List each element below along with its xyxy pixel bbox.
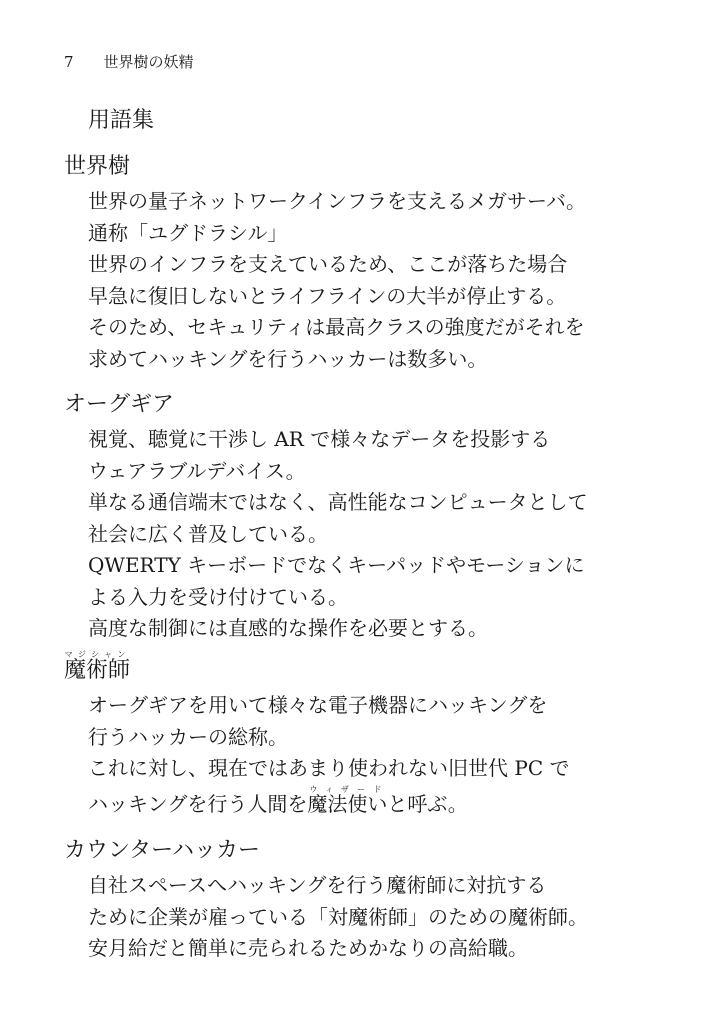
term-heading: 世界樹 <box>64 154 131 179</box>
glossary-title: 用語集 <box>88 108 155 133</box>
line-text: と呼ぶ。 <box>387 791 468 816</box>
definition-line: 世界のインフラを支えているため、ここが落ちた場合 <box>88 252 568 276</box>
definition-line: ウェアラブルデバイス。 <box>88 458 306 483</box>
definition-line: 社会に広く普及している。 <box>88 521 328 546</box>
line-text: ハッキングを行う人間を <box>88 791 308 816</box>
definition-line: 行うハッカーの総称。 <box>88 724 288 749</box>
term-heading: カウンターハッカー <box>64 838 261 863</box>
definition-line: 求めてハッキングを行うハッカーは数多い。 <box>88 346 488 371</box>
term-reading: マジシャン <box>64 650 130 659</box>
definition-line: 視覚、聴覚に干渉し AR で様々なデータを投影する <box>88 427 551 451</box>
definition-line <box>88 785 684 821</box>
glossary-entry-counter-hacker <box>64 836 684 965</box>
definition-line: 自社スペースへハッキングを行う魔術師に対抗する <box>88 873 547 897</box>
term-definition <box>64 424 684 645</box>
definition-line: 早急に復旧しないとライフラインの大半が停止する。 <box>88 283 567 308</box>
glossary-entry-world-tree <box>64 152 684 375</box>
page-header <box>64 52 194 72</box>
definition-line: 単なる通信端末ではなく、高性能なコンピュータとして <box>88 490 588 514</box>
ruby-reading: ウィザード <box>307 784 388 794</box>
ruby-base: 魔法使い <box>307 791 388 816</box>
definition-line: 高度な制御には直感的な操作を必要とする。 <box>88 616 488 640</box>
definition-line: オーグギアを用いて様々な電子機器にハッキングを <box>88 693 548 717</box>
term-base: 魔術師 <box>64 658 131 683</box>
term-definition <box>64 186 684 375</box>
glossary-entry-augear <box>64 390 684 645</box>
definition-line: よる入力を受け付けている。 <box>88 584 348 609</box>
definition-line: ために企業が雇っている「対魔術師」のための魔術師。 <box>88 904 588 929</box>
glossary-entry-magician <box>64 650 684 820</box>
definition-line: これに対し、現在ではあまり使われない旧世代 PC で <box>88 756 570 780</box>
term-definition <box>64 690 684 820</box>
definition-line: 安月給だと簡単に売られるためかなりの高給職。 <box>88 936 528 960</box>
definition-line: 通称「ユグドラシル」 <box>88 220 288 245</box>
term-definition <box>64 870 684 965</box>
definition-line: そのため、セキュリティは最高クラスの強度だがそれを <box>88 315 585 339</box>
definition-line: 世界の量子ネットワークインフラを支えるメガサーバ。 <box>88 189 586 213</box>
term-heading <box>64 650 684 686</box>
definition-line: QWERTY キーボードでなくキーパッドやモーションに <box>88 553 585 577</box>
wizard-ruby <box>307 784 388 816</box>
page-number: 7 <box>64 53 74 71</box>
running-title: 世界樹の妖精 <box>103 53 194 71</box>
term-heading: オーグギア <box>64 392 175 417</box>
term-ruby <box>64 650 131 683</box>
